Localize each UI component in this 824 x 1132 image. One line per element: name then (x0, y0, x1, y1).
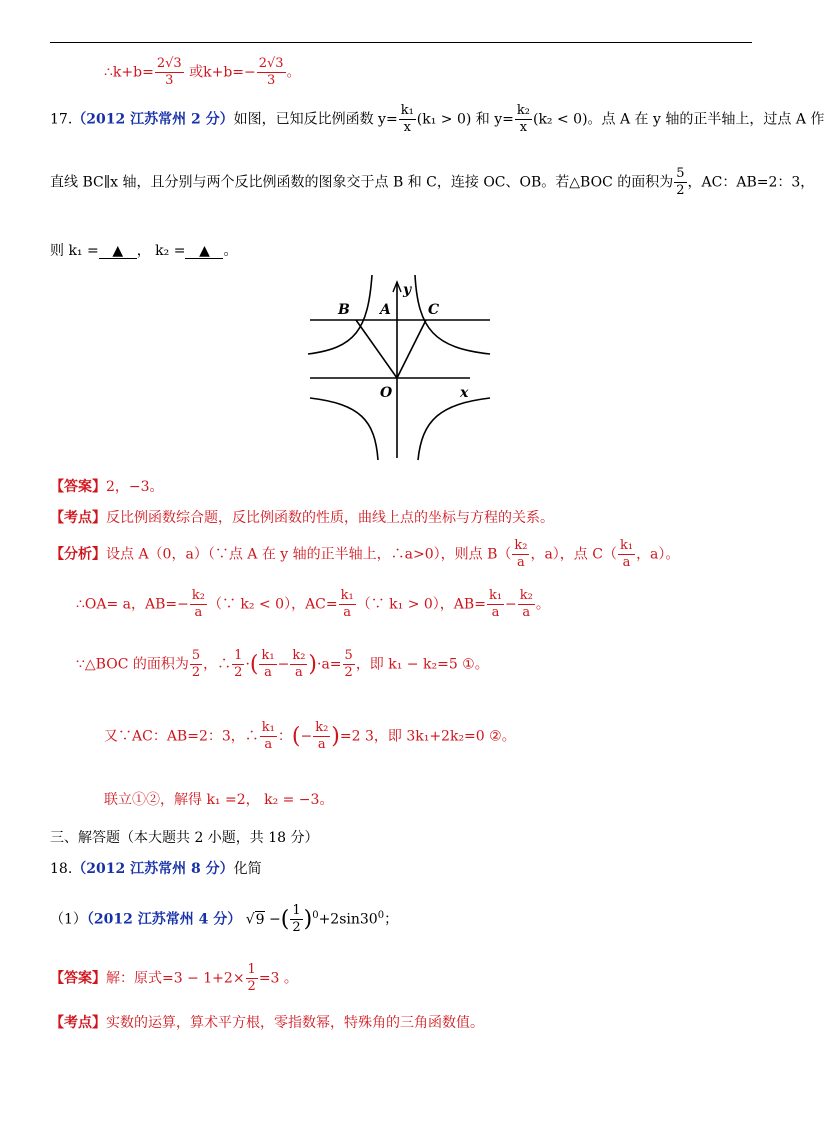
prev-answer-line: ∴k+b= $\frac{2√3}{3}$ 或k+b=− $\frac{2√3}{3}$ 。 (104, 56, 301, 88)
header-rule (50, 42, 752, 43)
label-b: B (338, 302, 350, 318)
segment-ob (356, 320, 397, 378)
q17-analysis-3: ∵△BOC 的面积为 $\frac{5}{2}$ ，∴ $\frac{1}{2}$ ·( $\frac{\text{k₁}}{a}$ − $\frac{\text{k₂}}{a}$ )·a= $\frac{5}{2}$ ，即 k₁ − k₂=5 ①。 (76, 648, 489, 680)
q17-analysis-1: 【分析】设点 A（0，a）（∵点 A 在 y 轴的正半轴上，∴a>0），则点 B（ $\frac{\text{k₂}}{a}$ ，a），点 C（ $\frac{\text{k₁}}{a}$ ，a）。 (50, 538, 680, 570)
q18-keypoint: 【考点】实数的运算，算术平方根，零指数幂，特殊角的三角函数值。 (50, 1015, 484, 1031)
q18-answer: 【答案】解：原式=3 − 1+2× $\frac{1}{2}$ =3 。 (50, 962, 298, 994)
blank-k1: ▲ (99, 244, 137, 259)
segment-oc (397, 320, 426, 378)
blank-k2: ▲ (185, 244, 223, 259)
q17-analysis-2: ∴OA= a，AB=− $\frac{\text{k₂}}{a}$ （∵ k₂ < 0），AC= $\frac{\text{k₁}}{a}$ （∵ k₁ > 0），AB= $\frac{\text{k₁}}{a}$ − $\frac{\text{k₂}}{a}$ 。 (76, 588, 550, 620)
curve-k1-q3 (310, 398, 378, 460)
label-o: O (380, 385, 393, 401)
q18-stem: 18.（2012 江苏常州 8 分）化简 (50, 861, 262, 877)
curve-k1-q1 (415, 275, 490, 354)
q17-line1: 17.（2012 江苏常州 2 分）如图，已知反比例函数 y= $\frac{\text{k₁}}{x}$ (k₁ > 0) 和 y= $\frac{\text{k₂}}{x}$ (k₂ < 0)。点 A 在 y 轴的正半轴上，过点 A 作 (50, 103, 824, 135)
label-y: y (403, 282, 412, 298)
q17-figure (300, 270, 500, 465)
q17-answer: 【答案】2，−3。 (50, 479, 164, 495)
q17-keypoint: 【考点】反比例函数综合题，反比例函数的性质，曲线上点的坐标与方程的关系。 (50, 510, 554, 526)
label-c: C (428, 302, 440, 318)
curve-k2-q4 (418, 398, 490, 460)
q17-line3: 则 k₁ = ▲ ， k₂ = ▲ 。 (50, 243, 238, 259)
label-a: A (380, 302, 391, 318)
label-x: x (460, 385, 469, 401)
q17-line2: 直线 BC∥x 轴，且分别与两个反比例函数的图象交于点 B 和 C，连接 OC、OB。若△BOC 的面积为 $\frac{5}{2}$ ，AC：AB=2：3， (50, 166, 815, 198)
section3-heading: 三、解答题（本大题共 2 小题，共 18 分） (50, 830, 319, 846)
q18-sub1: （1）（2012 江苏常州 4 分） √9 −( $\frac{1}{2}$ )$^0+2\sin 30^0$； (50, 903, 399, 935)
q17-analysis-5: 联立①②，解得 k₁ =2， k₂ = −3。 (104, 792, 334, 808)
q17-analysis-4: 又∵AC：AB=2：3，∴ $\frac{\text{k₁}}{a}$ ：(− $\frac{\text{k₂}}{a}$ )=2 3，即 3k₁+2k₂=0 ②。 (104, 720, 516, 752)
